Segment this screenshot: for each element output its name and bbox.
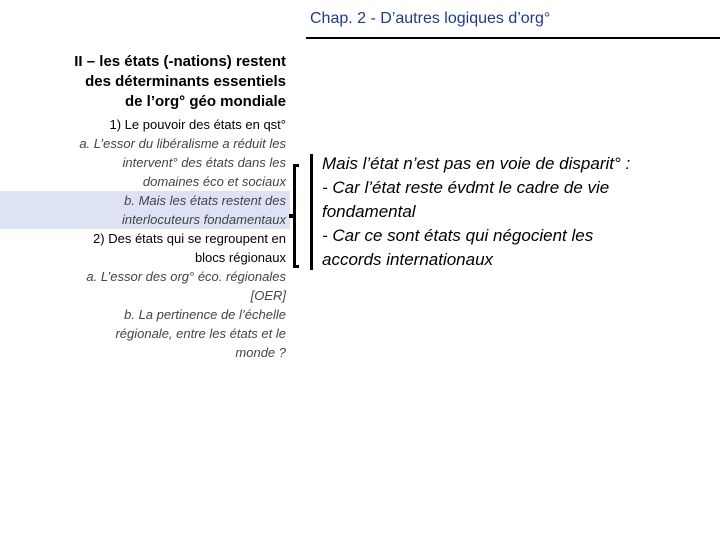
section-2-item-a [0,267,290,305]
note-line: accords internationaux [322,250,494,269]
section-2-item-a-line: a. L’essor des org° éco. régionales [86,269,286,284]
slide-header [306,8,720,38]
title-underline [306,37,720,39]
section-1-heading-line: 1) Le pouvoir des états en qst° [109,117,286,132]
section-1-item-a-line: domaines éco et sociaux [142,174,286,189]
note-line: fondamental [322,202,416,221]
main-heading [0,52,290,112]
section-1-item-a-line: a. L’essor du libéralisme a réduit les [79,136,286,151]
main-heading-line: de l’org° géo mondiale [124,93,286,110]
section-2-item-b [0,305,290,362]
section-2-item-a-line: [OER] [250,288,286,303]
main-heading-line: des déterminants essentiels [85,73,286,90]
note-line: - Car ce sont états qui négocient les [322,226,594,245]
slide-title: Chap. 2 - D’autres logiques d’org° [310,10,551,27]
main-heading-line: II – les états (-nations) restent [74,53,286,70]
section-1-item-b-highlighted [0,191,290,229]
note-side-bar [310,154,313,270]
section-1-heading [0,115,290,134]
section-2-heading [0,229,290,267]
outline-panel [0,52,290,362]
section-2-heading-line: 2) Des états qui se regroupent en [93,231,286,246]
section-1-item-a [0,134,290,191]
connector-stem [289,214,295,218]
section-1-item-b-line: b. Mais les états restent des [124,193,286,208]
note-line: Mais l’état n’est pas en voie de disparit° : [322,154,631,173]
section-1-item-a-line: intervent° des états dans les [122,155,286,170]
note-line: - Car l’état reste évdmt le cadre de vie [322,178,610,197]
section-2-item-b-line: monde ? [235,345,286,360]
section-2-item-b-line: régionale, entre les états et le [115,326,286,341]
section-1-item-b-line: interlocuteurs fondamentaux [121,212,286,227]
section-2-heading-line: blocs régionaux [194,250,286,265]
section-2-item-b-line: b. La pertinence de l’échelle [124,307,286,322]
note-text-block [322,152,712,272]
